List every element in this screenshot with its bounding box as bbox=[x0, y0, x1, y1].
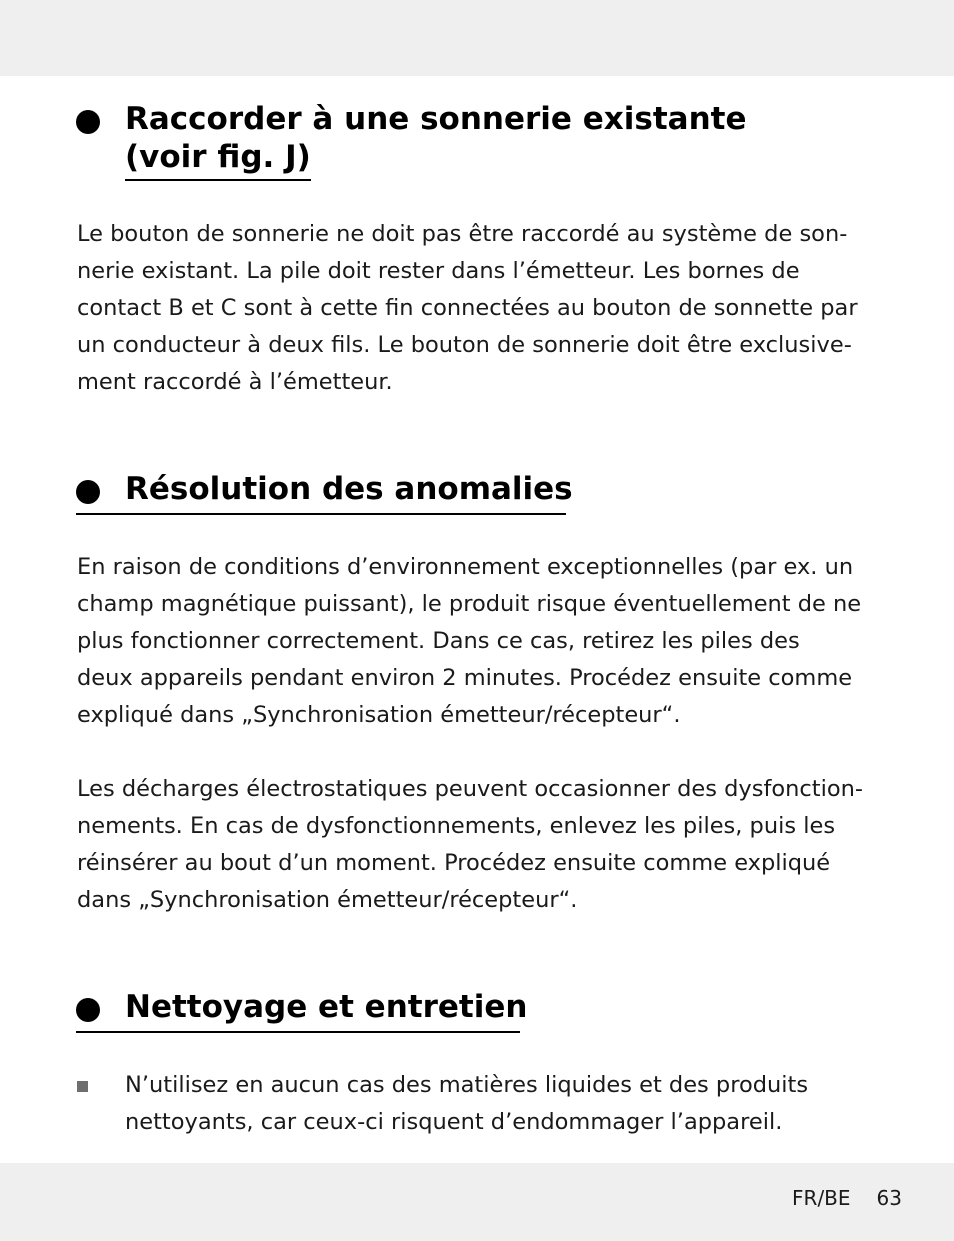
text-line: réinsérer au bout d’un moment. Procédez ensuite comme expliqué bbox=[77, 850, 831, 876]
section-heading-raccorder bbox=[76, 100, 746, 181]
text-line: expliqué dans „Synchronisation émetteur/récepteur“. bbox=[77, 702, 681, 728]
section-underline bbox=[76, 513, 566, 515]
text-line: plus fonctionner correctement. Dans ce cas, retirez les piles des bbox=[77, 628, 800, 654]
text-line: nettoyants, car ceux-ci risquent d’endommager l’appareil. bbox=[125, 1109, 783, 1135]
text-line: dans „Synchronisation émetteur/récepteur“. bbox=[77, 887, 578, 913]
text-line: Les décharges électrostatiques peuvent occasionner des dysfonction- bbox=[77, 776, 864, 802]
section-bullet-icon bbox=[76, 998, 100, 1022]
section-bullet-icon bbox=[76, 110, 100, 134]
text-line: nerie existant. La pile doit rester dans l’émetteur. Les bornes de bbox=[77, 258, 800, 284]
text-line: nements. En cas de dysfonctionnements, enlevez les piles, puis les bbox=[77, 813, 836, 839]
paragraph bbox=[77, 216, 877, 401]
section-title bbox=[125, 470, 573, 508]
text-line: ment raccordé à l’émetteur. bbox=[77, 369, 393, 395]
paragraph bbox=[77, 771, 877, 919]
section-heading-resolution bbox=[76, 470, 573, 508]
square-bullet-icon bbox=[77, 1081, 88, 1092]
section-title-line: Raccorder à une sonnerie existante bbox=[125, 101, 747, 137]
list-item bbox=[77, 1067, 808, 1141]
page-number: 63 bbox=[876, 1186, 902, 1210]
text-line: En raison de conditions d’environnement exceptionnelles (par ex. un bbox=[77, 554, 854, 580]
section-title-line: Nettoyage et entretien bbox=[125, 989, 528, 1025]
list-item-text bbox=[125, 1067, 808, 1141]
section-underline bbox=[76, 1031, 520, 1033]
paragraph bbox=[77, 549, 877, 734]
section-title bbox=[125, 988, 527, 1026]
section-title bbox=[125, 100, 746, 181]
footer-language: FR/BE bbox=[792, 1186, 851, 1210]
text-line: N’utilisez en aucun cas des matières liquides et des produits bbox=[125, 1072, 809, 1098]
text-line: champ magnétique puissant), le produit risque éventuellement de ne bbox=[77, 591, 862, 617]
text-line: contact B et C sont à cette fin connectées au bouton de sonnette par bbox=[77, 295, 858, 321]
text-line: deux appareils pendant environ 2 minutes. Procédez ensuite comme bbox=[77, 665, 853, 691]
text-line: Le bouton de sonnerie ne doit pas être raccordé au système de son- bbox=[77, 221, 848, 247]
text-line: un conducteur à deux fils. Le bouton de sonnerie doit être exclusive- bbox=[77, 332, 852, 358]
section-title-line: Résolution des anomalies bbox=[125, 471, 573, 507]
page-footer bbox=[792, 1186, 902, 1210]
section-bullet-icon bbox=[76, 480, 100, 504]
section-title-line: (voir fig. J) bbox=[125, 138, 311, 181]
top-band bbox=[0, 0, 954, 76]
section-heading-nettoyage bbox=[76, 988, 527, 1026]
